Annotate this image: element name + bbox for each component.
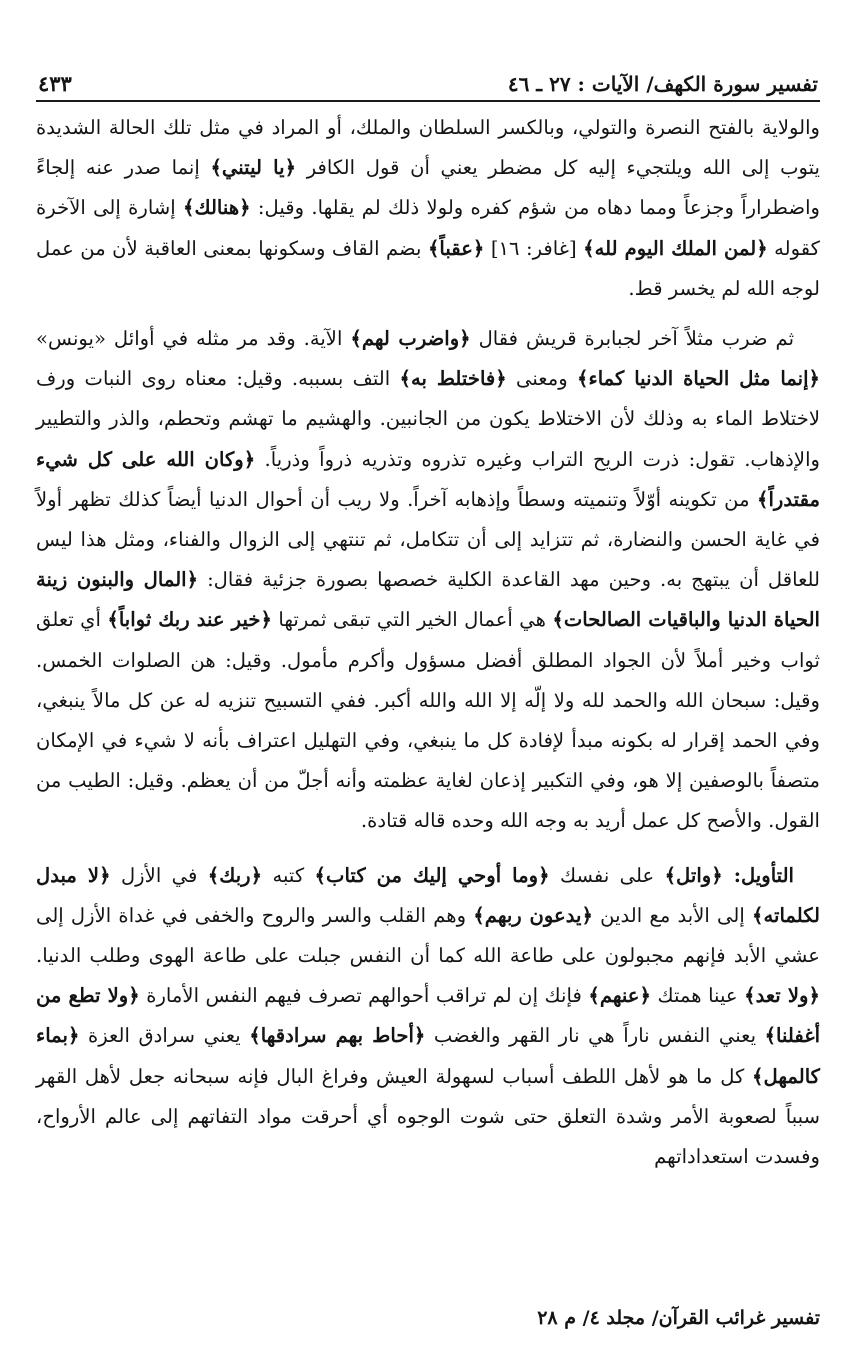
quoted-verse: التأويل: [722, 863, 795, 887]
quoted-verse: ﴿وكان الله على كل شيء مقتدراً﴾ [36, 447, 820, 511]
text-run: إشارة إلى الآخرة كقوله [36, 196, 821, 260]
quoted-verse: ﴿يا ليتني﴾ [210, 156, 297, 180]
text-run: أي تعلق ثواب وخير أملاً لأن الجواد المطلق أفضل مسؤول وأكرم مأمول. وقيل: هن الصلوات الخمس. وقيل: سبحان الله والحمد لله ولا إلّه إلا الله والله أكبر. ففي التسبيح تنزيه له عن كل مالاً ينبغي، وفي الحمد إقرار له بكونه مبدأ لإفادة كل ما ينبغي، وفي التهليل اعتراف بأنه لا شيء في الإمكان متصفاً بالوصفين إلا هو، وفي التكبير إذعان لغاية عظمته وأنه أجلّ من أن يعظم. وقيل: الطيب من القول. والأصح كل عمل أريد به وجه الله وحده قاله قتادة. [36, 608, 820, 833]
text-run: ثم ضرب مثلاً آخر لجبابرة قريش فقال [470, 327, 795, 351]
text-run: بضم القاف وسكونها بمعنى العاقبة لأن من عمل لوجه الله لم يخسر قط. [36, 236, 820, 300]
quoted-verse: ﴿المال والبنون زينة الحياة الدنيا والباقيات الصالحات﴾ [36, 568, 820, 632]
footer-signature: تفسير غرائب القرآن/ مجلد ٤/ م ٢٨ [537, 1307, 820, 1329]
quoted-verse: ﴿عنهم﴾ [588, 984, 651, 1008]
quoted-verse: ﴿واضرب لهم﴾ [350, 327, 471, 351]
quoted-verse: ﴿لمن الملك اليوم لله﴾ [583, 236, 768, 260]
quoted-verse: ﴿يدعون ربهم﴾ [473, 903, 593, 927]
quoted-verse: ﴿وما أوحي إليك من كتاب﴾ [314, 863, 550, 887]
text-run: ومعنى [506, 367, 577, 391]
quoted-verse: ﴿ولا تعد﴾ [744, 984, 820, 1008]
text-run: [غافر: ١٦] [484, 236, 584, 260]
text-run: يعني النفس ناراً هي نار القهر والغضب [425, 1024, 765, 1048]
body-text [36, 108, 820, 1177]
running-header [36, 62, 820, 102]
text-run: إنما صدر عنه إلجاءً واضطراراً وجزعاً ومما دهاه من شؤم كفره ولولا ذلك لم يقلها. وقيل: [36, 156, 820, 220]
quoted-verse: ﴿ربك﴾ [207, 863, 263, 887]
quoted-verse: ﴿واتل﴾ [664, 863, 723, 887]
quoted-verse: ﴿هنالك﴾ [182, 196, 251, 220]
quoted-verse: ﴿فاختلط به﴾ [399, 367, 507, 391]
quoted-verse: ﴿إنما مثل الحياة الدنيا كماء﴾ [577, 367, 820, 391]
quoted-verse: ﴿بماء كالمهل﴾ [36, 1024, 820, 1088]
quoted-verse: ﴿أحاط بهم سرادقها﴾ [249, 1024, 426, 1048]
text-run: إلى الأبد مع الدين [592, 903, 752, 927]
text-run: على نفسك [549, 863, 665, 887]
text-run: من تكوينه أوّلاً وتنميته وسطاً وإذهابه آخراً. ولا ريب أن أحوال الدنيا أيضاً كذلك تظهر أولاً في غاية الحسن والنضارة، ثم تتزايد إلى أن تتكامل، ثم تنتهي إلى الزوال والفناء، ومثل هذا ليس للعاقل أن يبتهج به. وحين مهد القاعدة الكلية خصصها بصورة جزئية فقال: [36, 487, 820, 592]
text-run: وهم القلب والسر والروح والخفى في غداة الأزل إلى عشي الأبد فإنهم مجبولون على طاعة الله كما أن النفس جبلت على طاعة الهوى وطلب الدنيا. [36, 903, 820, 968]
header-title: تفسير سورة الكهف/ الآيات : ٢٧ ـ ٤٦ [507, 72, 818, 96]
text-run: هي أعمال الخير التي تبقى ثمرتها [271, 608, 553, 632]
quoted-verse: ﴿لا مبدل لكلماته﴾ [36, 863, 821, 927]
text-run: التف بسببه. وقيل: معناه روى النبات ورف لاختلاط الماء به وذلك لأن الاختلاط يكون من الجانبين. والهشيم ما تهشم وتحطم، والذر والتطيير والإذهاب. تقول: ذرت الريح التراب وغيره تذروه وتذريه ذرواً وذرياً. [36, 367, 820, 471]
text-run: عينا همتك [650, 984, 745, 1008]
paragraph [36, 319, 820, 842]
paragraph [36, 108, 820, 309]
text-run: فإنك إن لم تراقب أحوالهم تصرف فيهم النفس الأمارة [139, 984, 589, 1008]
text-run: كتبه [262, 863, 315, 887]
quoted-verse: ﴿عقباً﴾ [427, 236, 485, 260]
text-run: والولاية بالفتح النصرة والتولي، وبالكسر السلطان والملك، أو المراد في مثل تلك الحالة الشديدة يتوب إلى الله ويلتجيء إليه كل مضطر يعني أن قول الكافر [36, 116, 821, 180]
paragraph [36, 856, 820, 1178]
quoted-verse: ﴿خير عند ربك ثواباً﴾ [107, 608, 272, 632]
text-run: الآية. وقد مر مثله في أوائل «يونس» [36, 327, 351, 351]
text-run: في الأزل [110, 863, 208, 887]
quoted-verse: ﴿ولا تطع من أغفلنا﴾ [36, 984, 821, 1048]
text-run: كل ما هو لأهل اللطف أسباب لسهولة العيش وفراغ البال فإنه سبحانه جعل لأهل القهر سبباً لصعوبة الأمر وشدة التعلق حتى شوت الوجوه أي أحرقت مواد التفاتهم إلى عالم الأرواح، وفسدت استعداداتهم [36, 1064, 820, 1169]
page-number: ٤٣٣ [38, 71, 72, 96]
text-run: يعني سرادق العزة [79, 1024, 250, 1048]
